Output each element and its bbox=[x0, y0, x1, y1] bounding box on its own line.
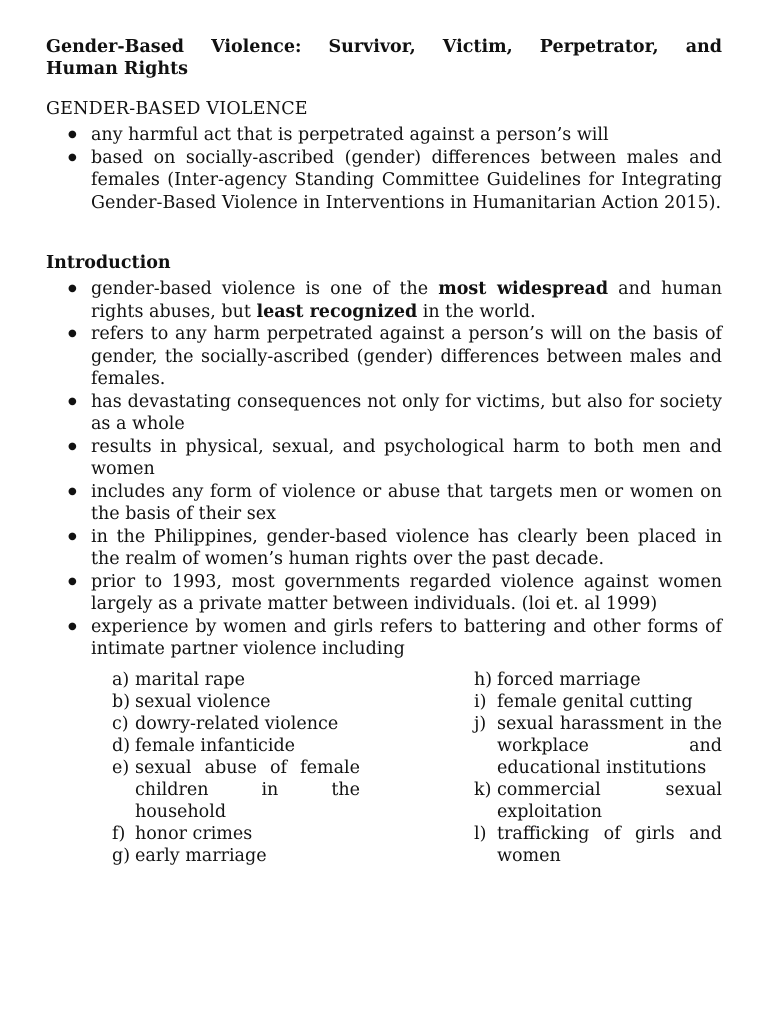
item-label: i) bbox=[474, 691, 487, 712]
list-item: ● prior to 1993, most governments regarded violence against women largely as a private matter between individuals. (loi et. al 1999) bbox=[46, 571, 722, 616]
title-line-2: Human Rights bbox=[46, 59, 189, 79]
item-label: h) bbox=[474, 669, 493, 690]
item-label: c) bbox=[112, 713, 129, 734]
document-title bbox=[46, 36, 722, 80]
list-item bbox=[112, 757, 360, 823]
bullet-text: in the world. bbox=[417, 301, 536, 322]
item-label: g) bbox=[112, 845, 131, 866]
list-item bbox=[474, 713, 722, 779]
list-item bbox=[112, 669, 360, 691]
list-item bbox=[474, 669, 722, 691]
list-item: ● refers to any harm perpetrated against a person’s will on the basis of gender, the socially-ascribed (gender) differences between males and females. bbox=[46, 323, 722, 391]
bullet-text: and human rights abuses, but bbox=[91, 279, 722, 322]
violence-forms-list bbox=[46, 669, 722, 867]
item-text: honor crimes bbox=[135, 823, 253, 844]
item-text: forced marriage bbox=[497, 669, 641, 690]
forms-column-right bbox=[474, 669, 722, 867]
bold-phrase: most widespread bbox=[438, 279, 609, 299]
list-item: ● in the Philippines, gender-based violence has clearly been placed in the realm of women’s human rights over the past decade. bbox=[46, 526, 722, 571]
bullet-text: gender-based violence is one of the bbox=[91, 279, 439, 299]
list-item bbox=[112, 713, 360, 735]
item-label: b) bbox=[112, 691, 131, 712]
title-line-1: Gender-Based Violence: Survivor, Victim, Perpetrator, and bbox=[46, 37, 722, 57]
item-text: sexual violence bbox=[135, 691, 271, 712]
list-item bbox=[112, 735, 360, 757]
list-item bbox=[112, 691, 360, 713]
section-heading-gbv: GENDER-BASED VIOLENCE bbox=[46, 99, 308, 119]
list-item: ● any harmful act that is perpetrated against a person’s will bbox=[46, 124, 722, 147]
item-label: d) bbox=[112, 735, 131, 756]
forms-column-left bbox=[112, 669, 360, 867]
list-item bbox=[474, 691, 722, 713]
list-item bbox=[46, 278, 722, 323]
item-text: early marriage bbox=[135, 845, 267, 866]
list-item bbox=[474, 823, 722, 867]
item-label: k) bbox=[474, 779, 492, 800]
item-text: trafficking of girls and women bbox=[497, 823, 722, 866]
list-item bbox=[112, 823, 360, 845]
list-item: ● experience by women and girls refers to battering and other forms of intimate partner violence including bbox=[46, 616, 722, 661]
introduction-bullet-list bbox=[46, 278, 722, 661]
item-text: female genital cutting bbox=[497, 691, 693, 712]
list-item: ● based on socially-ascribed (gender) differences between males and females (Inter-agency Standing Committee Guidelines for Integrating Gender-Based Violence in Interventions in Humanitarian Action 2015). bbox=[46, 147, 722, 215]
section-heading-introduction: Introduction bbox=[46, 253, 171, 273]
list-item bbox=[474, 779, 722, 823]
item-text: commercial sexual exploitation bbox=[497, 779, 722, 822]
item-label: e) bbox=[112, 757, 130, 778]
item-label: f) bbox=[112, 823, 126, 844]
gbv-bullet-list bbox=[46, 124, 722, 214]
item-text: sexual abuse of female children in the household bbox=[135, 757, 360, 822]
bold-phrase: least recognized bbox=[256, 301, 418, 322]
list-item: ● includes any form of violence or abuse that targets men or women on the basis of their sex bbox=[46, 481, 722, 526]
list-item: ● has devastating consequences not only for victims, but also for society as a whole bbox=[46, 391, 722, 436]
item-text: female infanticide bbox=[135, 735, 296, 756]
item-text: dowry-related violence bbox=[135, 713, 339, 734]
item-text: marital rape bbox=[135, 669, 245, 690]
item-label: a) bbox=[112, 669, 130, 690]
list-item bbox=[112, 845, 360, 867]
list-item: ● results in physical, sexual, and psychological harm to both men and women bbox=[46, 436, 722, 481]
item-label: j) bbox=[474, 713, 487, 734]
item-label: l) bbox=[474, 823, 487, 844]
item-text: sexual harassment in the workplace and educational institutions bbox=[497, 713, 722, 778]
